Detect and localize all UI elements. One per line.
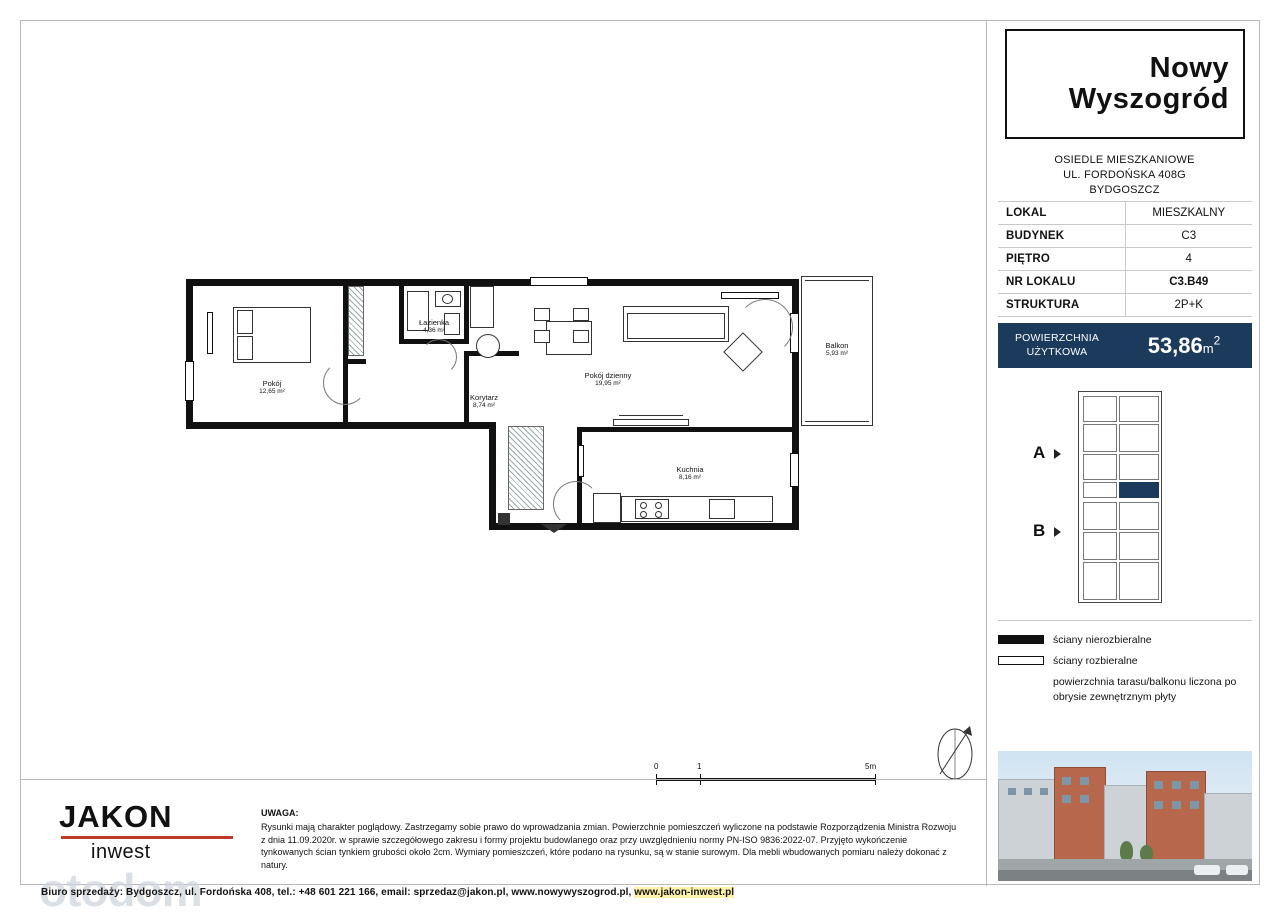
scale-tick-0: 0 [654, 762, 659, 771]
legend-swatch-none [998, 675, 1044, 684]
keyplan-highlighted-unit [1119, 482, 1159, 498]
chair-4 [573, 330, 589, 343]
estate-line-1: OSIEDLE MIESZKANIOWE [1054, 154, 1195, 166]
burner-4 [655, 511, 662, 518]
balcony-rail [805, 280, 869, 281]
balcony-rail-2 [805, 421, 869, 422]
room-label-korytarz: Korytarz 8,74 m² [470, 393, 498, 410]
key-plan [998, 381, 1252, 621]
entrance-dot [498, 513, 510, 525]
legend-label-solid: ściany nierozbieralne [1053, 634, 1152, 646]
jakon-logo-subtitle: inwest [91, 841, 151, 863]
project-logo-line1: Nowy [1149, 52, 1229, 85]
keyplan-arrow-a [1054, 449, 1061, 459]
jakon-logo [59, 801, 239, 864]
legend-swatch-open [998, 656, 1044, 665]
usable-area-unit: m [1202, 340, 1214, 356]
spec-value-struktura: 2P+K [1125, 294, 1252, 317]
scale-tick-5m: 5m [865, 762, 877, 771]
wardrobe-bedroom [348, 286, 364, 356]
footer-divider [21, 779, 986, 780]
drawing-sheet [20, 20, 1260, 916]
contact-strip [41, 887, 1001, 898]
keyplan-arrow-b [1054, 527, 1061, 537]
table-row [998, 202, 1252, 225]
estate-address [987, 153, 1262, 198]
door-bathroom [421, 339, 457, 375]
building-photo [998, 751, 1252, 881]
utility-shaft [470, 286, 494, 328]
legend-label-balcony: powierzchnia tarasu/balkonu liczona po obrysie zewnętrznym płyty [1053, 676, 1237, 703]
washbasin-bowl [442, 294, 453, 304]
room-label-balkon: Balkon 5,93 m² [825, 341, 849, 358]
chair-1 [534, 308, 550, 321]
door-balcony [737, 299, 793, 355]
washing-machine [476, 334, 500, 358]
usable-area-band [998, 323, 1252, 368]
sofa-seat [627, 313, 725, 339]
legend-swatch-solid [998, 635, 1044, 644]
burner-2 [655, 502, 662, 509]
usable-area-value-wrap [1116, 333, 1252, 359]
usable-area-label [998, 332, 1116, 359]
spec-key-budynek: BUDYNEK [998, 225, 1125, 248]
watermark: otodom [39, 864, 202, 916]
door-kitchen [553, 481, 599, 527]
legend-item-removable-walls [998, 654, 1252, 668]
project-logo-line2: Wyszogród [1068, 83, 1229, 115]
estate-line-2: UL. FORDOŃSKA 408G [1063, 168, 1186, 181]
spec-value-pietro: 4 [1125, 248, 1252, 271]
chair-3 [573, 308, 589, 321]
legend-item-balcony-area [998, 675, 1252, 703]
disclaimer-heading: UWAGA: [261, 808, 299, 818]
table-row [998, 248, 1252, 271]
contact-website[interactable]: www.jakon-inwest.pl [634, 887, 735, 898]
usable-area-unit-sup: 2 [1213, 333, 1221, 348]
spec-key-lokal: LOKAL [998, 202, 1125, 225]
keyplan-floor-a-label: A [1033, 443, 1046, 462]
table-row [998, 271, 1252, 294]
legend-item-solid-walls [998, 633, 1252, 647]
spec-value-lokal: MIESZKALNY [1125, 202, 1252, 225]
kitchen-sink [709, 499, 735, 519]
bed-pillow-left [237, 310, 253, 334]
bed-pillow-right [237, 336, 253, 360]
usable-area-label-line2: UŻYTKOWA [1026, 345, 1088, 358]
keyplan-diagram [1078, 391, 1162, 603]
compass-rose [926, 716, 984, 786]
chair-2 [534, 330, 550, 343]
spec-key-pietro: PIĘTRO [998, 248, 1125, 271]
spec-key-nr-lokalu: NR LOKALU [998, 271, 1125, 294]
jakon-logo-rule [61, 836, 233, 839]
scale-tick-1: 1 [697, 762, 702, 771]
table-row [998, 225, 1252, 248]
disclaimer-note [261, 807, 961, 872]
contact-text: Biuro sprzedaży: Bydgoszcz, ul. Fordońska 408, tel.: +48 601 221 166, email: sprzedaz@jakon.pl, www.nowywyszogrod.pl, [41, 887, 635, 898]
table-row [998, 294, 1252, 317]
tv-line [619, 415, 683, 416]
info-panel [986, 21, 1261, 886]
project-logo [1005, 29, 1245, 139]
usable-area-value: 53,86 [1147, 332, 1203, 358]
jakon-logo-title: JAKON [59, 799, 173, 834]
disclaimer-text: Rysunki mają charakter poglądowy. Zastrzegamy sobie prawo do wprowadzania zmian. Powierzchnie pomieszczeń wyliczone na podstawie Rozporządzenia Ministra Rozwoju z dnia 11.09.2020r. w sprawie szczegółowego zakresu i formy projektu budowlanego oraz przy uwzględnieniu normy PN-ISO 9836:2022-07. Przyjęto wykończenie tynkowanych ścian tynkiem grubości około 2cm. Wymiary pomieszczeń, które podano na rysunku, są w stanie surowym. Dla mebli wbudowanych pomiaru należy dokonać z natury. [261, 821, 957, 871]
legend-label-open: ściany rozbieralne [1053, 655, 1138, 668]
spec-key-struktura: STRUKTURA [998, 294, 1125, 317]
room-label-pokoj: Pokój 12,65 m² [259, 379, 285, 396]
burner-3 [640, 511, 647, 518]
room-label-pokoj-dzienny: Pokój dzienny 19,95 m² [584, 371, 632, 388]
room-label-lazienka: Łazienka 4,36 m² [418, 318, 450, 335]
spec-value-budynek: C3 [1125, 225, 1252, 248]
room-label-kuchnia: Kuchnia 8,16 m² [676, 465, 704, 482]
spec-value-nr-lokalu: C3.B49 [1125, 271, 1252, 294]
wardrobe-hallway [508, 426, 544, 510]
burner-1 [640, 502, 647, 509]
estate-line-3: BYDGOSZCZ [1089, 183, 1160, 196]
legend [998, 633, 1252, 711]
usable-area-label-line1: POWIERZCHNIA [1014, 331, 1100, 344]
keyplan-floor-b-label: B [1033, 521, 1046, 540]
unit-spec-table [998, 201, 1252, 317]
door-bedroom [323, 361, 367, 405]
tv-unit [613, 419, 689, 426]
